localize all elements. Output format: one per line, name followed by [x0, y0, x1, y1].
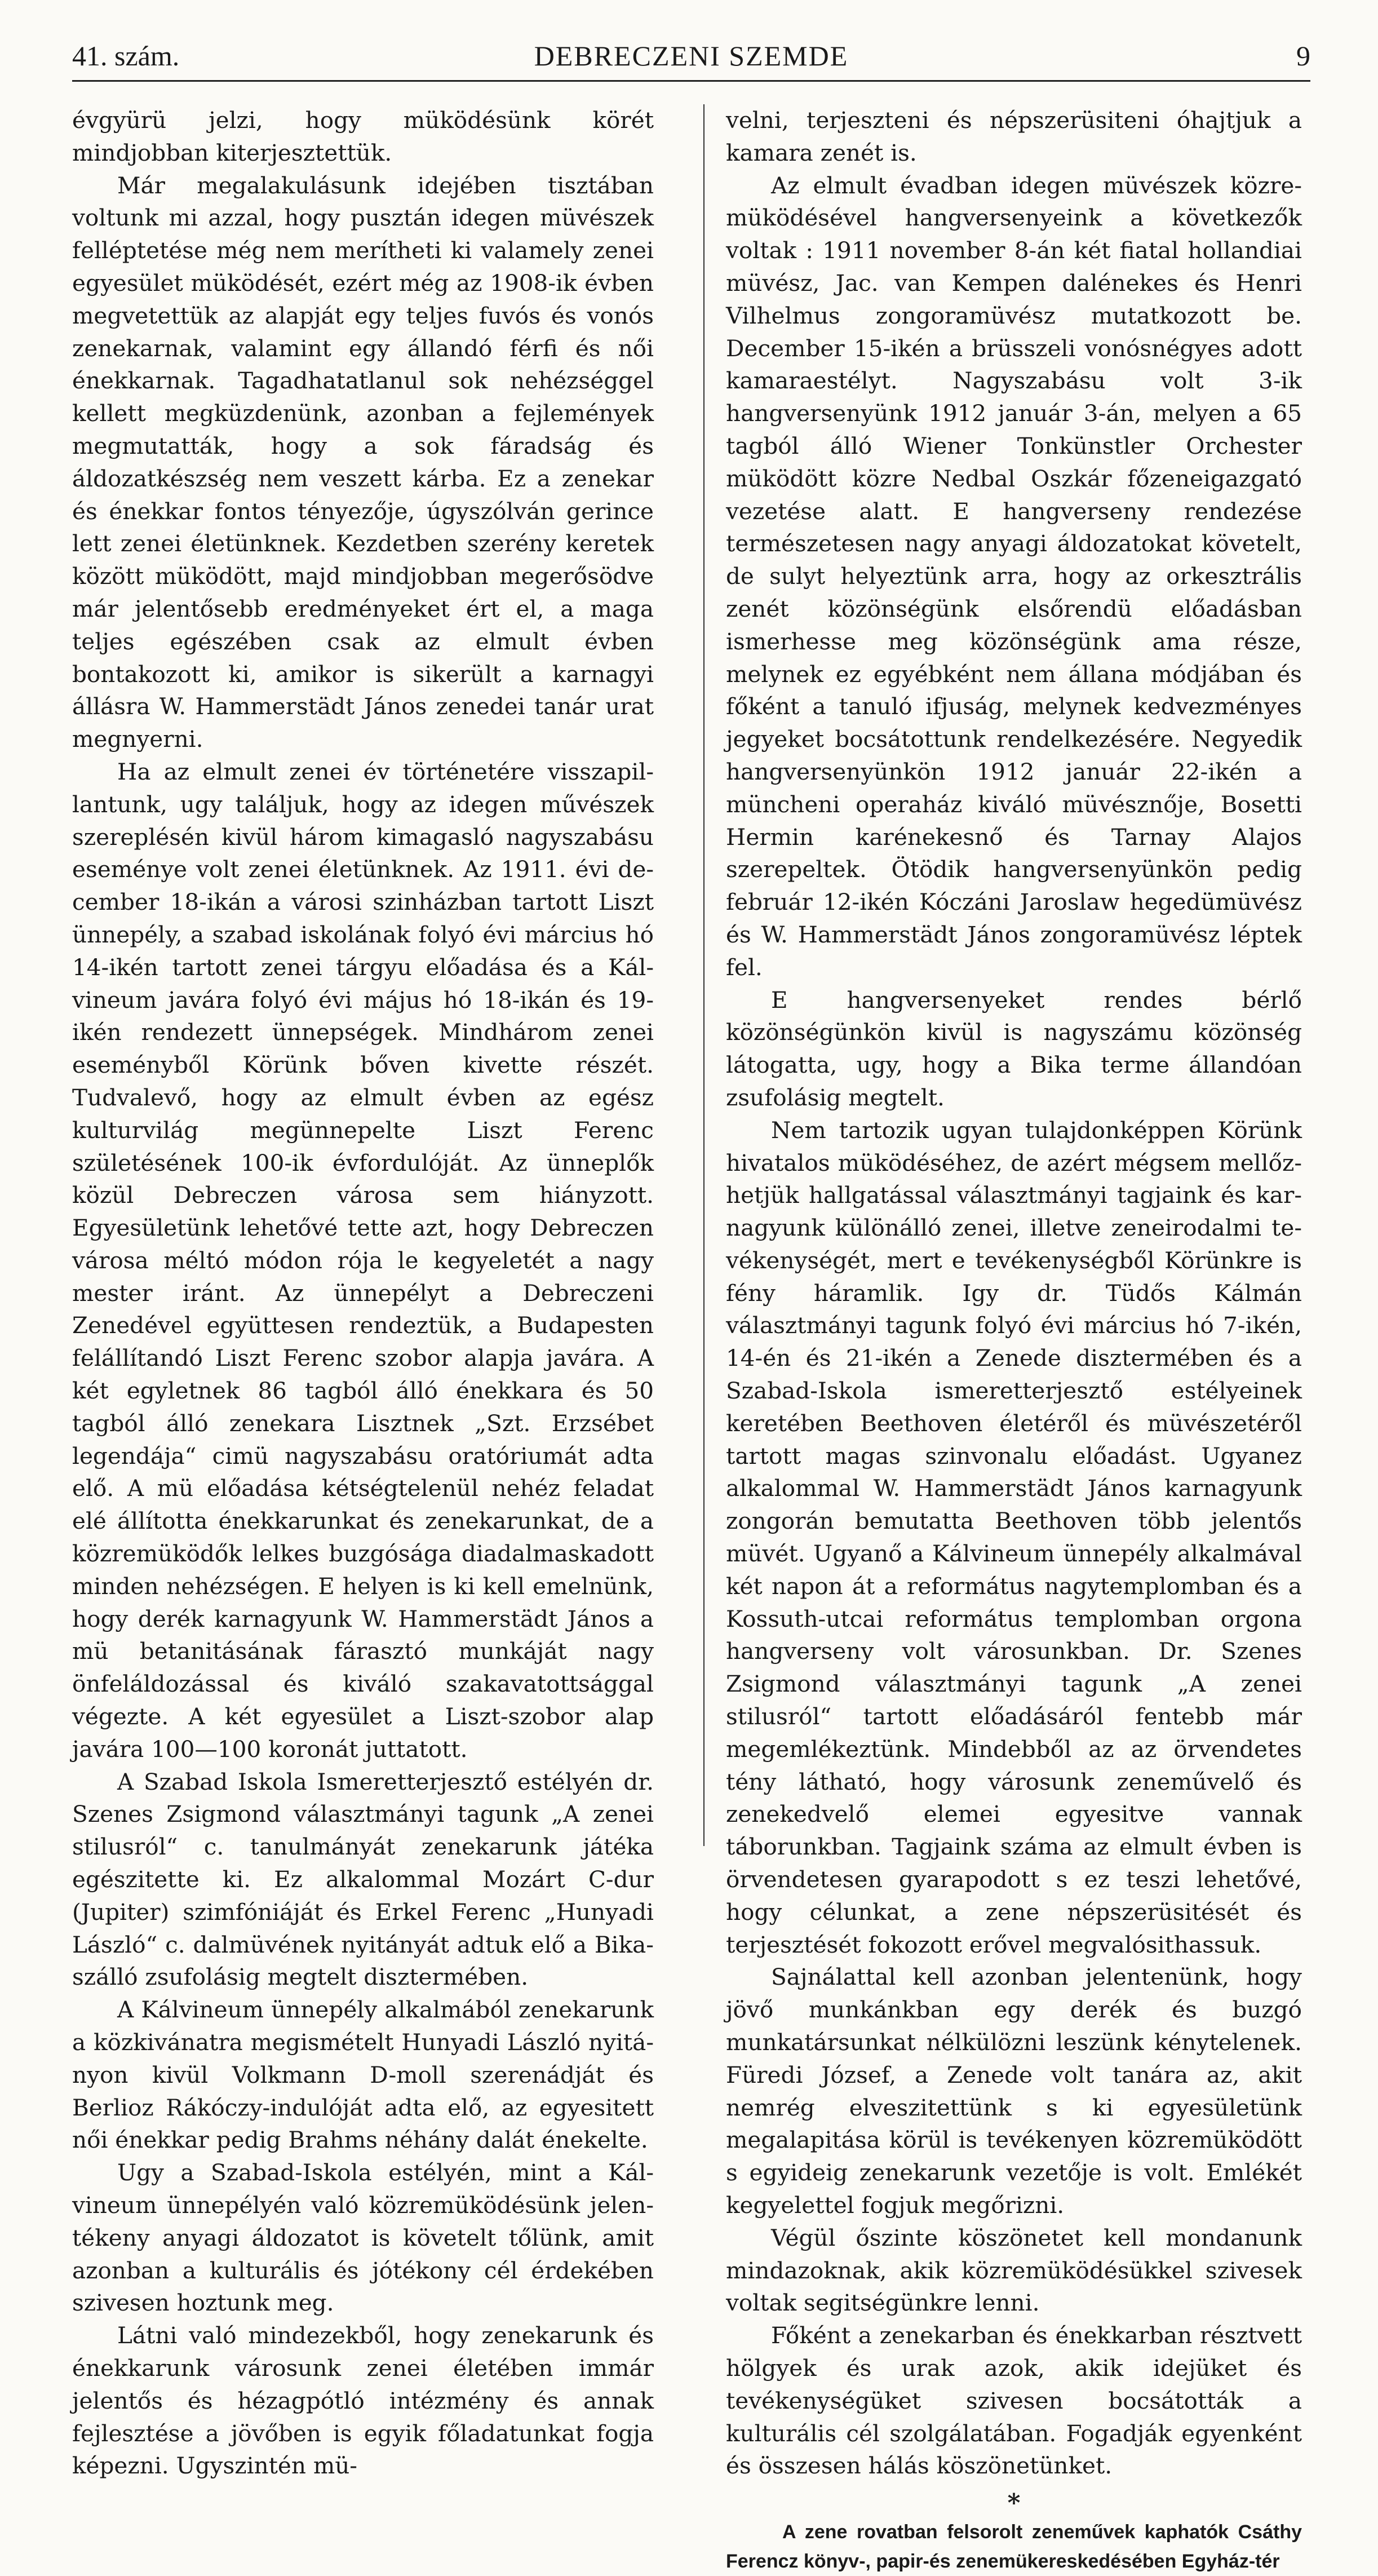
paragraph: E hangversenyeket rendes bérlő közönségünkön kivül is nagyszámu közönség látogatta, ugy, hogy a Bika terme állandóan zsufolásig megtelt.	[726, 986, 1302, 1111]
issue-number: 41. szám.	[72, 40, 180, 72]
paragraph: A Kálvineum ünnepély alkalmából zenekarunk a közkivánatra megismételt Hunyadi László nyitányon kivül Volkmann D-moll szerenádját és Berlioz Rákóczy-indulóját adta elő, az egyesitett női énekkar pedig Brahms néhány dalát énekelte.	[72, 1996, 654, 2154]
paragraph: Főként a zenekarban és énekkarban résztvett hölgyek és urak azok, akik idejüket és tevékenységüket szivesen bocsátották a kulturális cél szolgálatában. Fogadják egyenként és összesen hálás köszönetünket.	[726, 2322, 1302, 2480]
paragraph: évgyürü jelzi, hogy müködésünk körét mindjobban kiterjesztettük.	[72, 107, 654, 166]
paragraph: Sajnálattal kell azonban jelentenünk, hogy jövő munkánkban egy derék és buzgó munkatársunkat nélkülözni leszünk kénytelenek. Füredi József, a Zenede volt tanára az, akit nemrég elveszitettünk s ki egyesületünk megalapitása körül is tevékenyen közremüködött s egyideig zenekarunk vezetője is volt. Emlékét kegyelettel fogjuk megőrizni.	[726, 1963, 1302, 2219]
paragraph: Már megalakulásunk idejében tisztában voltunk mi azzal, hogy pusztán idegen müvészek felléptetése még nem merítheti ki valamely zenei egyesület müködését, ezért még az 1908-ik évben megvetettük az alapját egy teljes fuvós és vonós zenekarnak, valamint egy állandó férfi és női énekkarnak. Tagadhatatlanul sok nehézséggel kellett megküzdenünk, azonban a fejlemények megmutatták, hogy a sok fáradság és áldozatkészség nem veszett kárba. Ez a zenekar és énekkar fontos tényezője, úgyszólván gerince lett zenei életünknek. Kezdetben szerény keretek között müködött, majd mindjobban megerősödve már jelentősebb eredményeket ért el, a maga teljes egészében csak az elmult évben bontakozott ki, amikor is sikerült a karnagyi állásra W. Hammerstädt János zenedei tanár urat megnyerni.	[72, 171, 654, 753]
page-number: 9	[1296, 40, 1310, 72]
right-column	[726, 104, 1302, 2576]
column-divider	[703, 104, 704, 1846]
section-separator: *	[1007, 2489, 1021, 2518]
paragraph: Látni való mindezekből, hogy zenekarunk és énekkarunk városunk zenei életében immár jelentős és hézagpótló intézmény és annak fejlesztése a jövőben is egyik főladatunkat fogja képezni. Ugyszintén mü-	[72, 2322, 654, 2480]
page-header	[72, 29, 1310, 82]
paragraph: Végül őszinte köszönetet kell mondanunk mindazoknak, akik közremüködésükkel szivesek voltak segitségünkre lenni.	[726, 2224, 1302, 2317]
paragraph: Ugy a Szabad-Iskola estélyén, mint a Kálvineum ünnepélyén való közremüködésünk jelentékeny anyagi áldozatot is követelt tőlünk, amit azonban a kulturális és jótékony cél érdekében szivesen hoztunk meg.	[72, 2159, 654, 2317]
newspaper-title: DEBRECZENI SZEMDE	[534, 40, 849, 72]
notice-text: A zene rovatban felsorolt zeneművek kaphatók Csáthy Ferencz könyv-, papir-és zenemükereskedésében Egyház-tér	[726, 2521, 1302, 2573]
paragraph: velni, terjeszteni és népszerüsiteni óhajtjuk a kamara zenét is.	[726, 107, 1302, 166]
paragraph: Nem tartozik ugyan tulajdonképpen Körünk hivatalos müködéséhez, de azért mégsem mellőzhetjük hallgatással választmányi tagjaink és karnagyunk különálló zenei, illetve zeneirodalmi tevékenységét, mert e tevékenységből Körünkre is fény háramlik. Igy dr. Tüdős Kálmán választmányi tagunk folyó évi március hó 7-ikén, 14-én és 21-ikén a Zenede disztermében és a Szabad-Iskola ismeretterjesztő estélyeinek keretében Beethoven életéről és müvészetéről tartott magas szinvonalu előadást. Ugyanez alkalommal W. Hammerstädt János karnagyunk zongorán bemutatta Beethoven több jelentős müvét. Ugyanő a Kálvineum ünnepély alkalmával két napon át a református nagytemplomban és a Kossuth-utcai református templomban orgona hangverseny volt városunkban. Dr. Szenes Zsigmond választmányi tagunk „A zenei stilusról“ tartott előadásáról fentebb már megemlékeztünk. Mindebből az az örvendetes tény látható, hogy városunk zeneművelő és zenekedvelő elemei egyesitve vannak táborunkban. Tagjaink száma az elmult évben is örvendetesen gyarapodott s ez teszi lehetővé, hogy célunkat, a zene népszerüsitését és terjesztését fokozott erővel megvalósithassuk.	[726, 1116, 1302, 1958]
paragraph: Ha az elmult zenei év történetére visszapillantunk, ugy találjuk, hogy az idegen művészek szereplésén kivül három kimagasló nagyszabásu eseménye volt zenei életünknek. Az 1911. évi december 18-ikán a városi szinházban tartott Liszt ünnepély, a szabad iskolának folyó évi március hó 14-ikén tartott zenei tárgyu előadása és a Kálvineum javára folyó évi május hó 18-ikán és 19-ikén rendezett ünnepségek. Mindhárom zenei eseményből Körünk bőven kivette részét. Tudvalevő, hogy az elmult évben az egész kulturvilág megünnepelte Liszt Ferenc születésének 100-ik évfordulóját. Az ünneplők közül Debreczen városa sem hiányzott. Egyesületünk lehetővé tette azt, hogy Debreczen városa méltó módon rója le kegyeletét a nagy mester iránt. Az ünnepélyt a Debreczeni Zenedével együttesen rendeztük, a Budapesten felállítandó Liszt Ferenc szobor alapja javára. A két egyletnek 86 tagból álló énekkara és 50 tagból álló zenekara Lisztnek „Szt. Erzsébet legendája“ cimü nagyszabásu oratóriumát adta elő. A mü előadása kétségtelenül nehéz feladat elé állította énekkarunkat és zenekarunkat, de a közremüködők lelkes buzgósága diadalmaskadott minden nehézségen. E helyen is ki kell emelnünk, hogy derék karnagyunk W. Hammerstädt János a mü betanitásának fárasztó munkáját nagy önfeláldozással és kiváló szakavatottsággal végezte. A két egyesület a Liszt-szobor alap javára 100—100 koronát juttatott.	[72, 758, 654, 1763]
paragraph: A Szabad Iskola Ismeretterjesztő estélyén dr. Szenes Zsigmond választmányi tagunk „A zenei stilusról“ c. tanulmányát zenekarunk játéka egészitette ki. Ez alkalommal Mozárt C-dur (Jupiter) szimfóniáját és Erkel Ferenc „Hunyadi László“ c. dalmüvének nyitányát adtuk elő a Bika-szálló zsufolásig megtelt disztermében.	[72, 1768, 654, 1991]
left-column	[72, 104, 654, 2482]
advertisement-notice	[726, 2517, 1302, 2576]
paragraph: Az elmult évadban idegen müvészek közremüködésével hangversenyeink a következők voltak : 1911 november 8-án két fiatal hollandiai müvész, Jac. van Kempen dalénekes és Henri Vilhelmus zongoramüvész mutatkozott be. December 15-ikén a brüsszeli vonósnégyes adott kamaraestélyt. Nagyszabásu volt 3-ik hangversenyünk 1912 január 3-án, melyen a 65 tagból álló Wiener Tonkünstler Orchester müködött közre Nedbal Oszkár főzeneigazgató vezetése alatt. E hangverseny rendezése természetesen nagy anyagi áldozatokat követelt, de sulyt helyeztünk arra, hogy az orkesztrális zenét közönségünk elsőrendü előadásban ismerhesse meg közönségünk ama része, melynek ez egyébként nem állana módjában és főként a tanuló ifjuság, melynek kedvezményes jegyeket bocsátottunk rendelkezésére. Negyedik hangversenyünkön 1912 január 22-ikén a müncheni operaház kiváló müvésznője, Bosetti Hermin karénekesnő és Tarnay Alajos szerepeltek. Ötödik hangversenyünkön pedig február 12-ikén Kóczáni Jaroslaw hegedümüvész és W. Hammerstädt János zongoramüvész léptek fel.	[726, 171, 1302, 981]
